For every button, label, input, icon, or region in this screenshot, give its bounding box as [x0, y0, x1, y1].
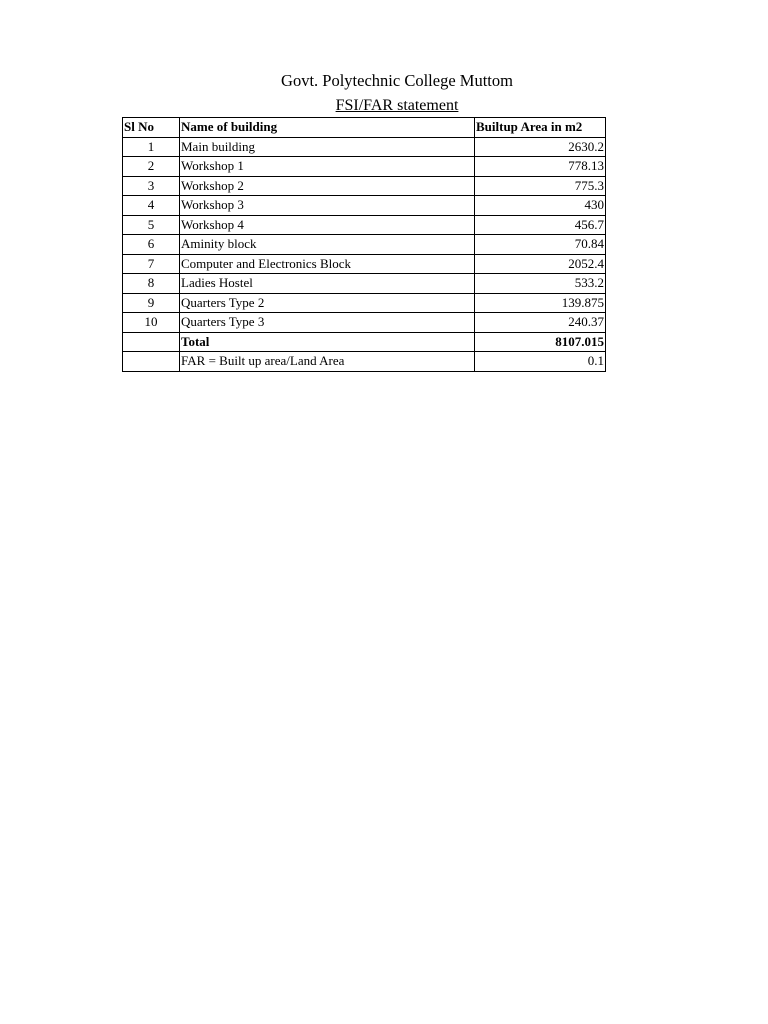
- table-row: [123, 157, 606, 177]
- cell-sl-no[interactable]: 2: [123, 157, 180, 177]
- cell-sl-no[interactable]: 10: [123, 313, 180, 333]
- far-label[interactable]: FAR = Built up area/Land Area: [180, 352, 475, 372]
- document-subtitle: FSI/FAR statement: [335, 97, 459, 114]
- cell-sl-no[interactable]: 4: [123, 196, 180, 216]
- cell-builtup-area[interactable]: 456.7: [475, 215, 606, 235]
- cell-empty[interactable]: [123, 352, 180, 372]
- table-header-row: [123, 118, 606, 138]
- far-statement-table: [122, 117, 606, 372]
- header-builtup-area[interactable]: Builtup Area in m2: [475, 118, 606, 138]
- far-value[interactable]: 0.1: [475, 352, 606, 372]
- cell-building-name[interactable]: Workshop 1: [180, 157, 475, 177]
- cell-builtup-area[interactable]: 430: [475, 196, 606, 216]
- cell-builtup-area[interactable]: 778.13: [475, 157, 606, 177]
- total-label[interactable]: Total: [180, 332, 475, 352]
- cell-building-name[interactable]: Workshop 2: [180, 176, 475, 196]
- table-row: [123, 313, 606, 333]
- cell-building-name[interactable]: Workshop 4: [180, 215, 475, 235]
- total-value[interactable]: 8107.015: [475, 332, 606, 352]
- table-row: [123, 274, 606, 294]
- cell-building-name[interactable]: Ladies Hostel: [180, 274, 475, 294]
- cell-builtup-area[interactable]: 2630.2: [475, 137, 606, 157]
- table-row: [123, 215, 606, 235]
- cell-builtup-area[interactable]: 139.875: [475, 293, 606, 313]
- header-sl-no[interactable]: Sl No: [123, 118, 180, 138]
- table-row: [123, 176, 606, 196]
- cell-builtup-area[interactable]: 775.3: [475, 176, 606, 196]
- cell-sl-no[interactable]: 1: [123, 137, 180, 157]
- cell-building-name[interactable]: Aminity block: [180, 235, 475, 255]
- cell-sl-no[interactable]: 6: [123, 235, 180, 255]
- cell-builtup-area[interactable]: 533.2: [475, 274, 606, 294]
- cell-building-name[interactable]: Workshop 3: [180, 196, 475, 216]
- cell-building-name[interactable]: Computer and Electronics Block: [180, 254, 475, 274]
- far-row: [123, 352, 606, 372]
- table-row: [123, 196, 606, 216]
- cell-builtup-area[interactable]: 2052.4: [475, 254, 606, 274]
- cell-sl-no[interactable]: 7: [123, 254, 180, 274]
- cell-sl-no[interactable]: 5: [123, 215, 180, 235]
- table-row: [123, 137, 606, 157]
- table-row: [123, 235, 606, 255]
- table-row: [123, 254, 606, 274]
- cell-builtup-area[interactable]: 70.84: [475, 235, 606, 255]
- document-title: Govt. Polytechnic College Muttom: [281, 71, 513, 90]
- cell-empty[interactable]: [123, 332, 180, 352]
- cell-building-name[interactable]: Main building: [180, 137, 475, 157]
- table-row: [123, 293, 606, 313]
- cell-sl-no[interactable]: 8: [123, 274, 180, 294]
- cell-building-name[interactable]: Quarters Type 2: [180, 293, 475, 313]
- cell-builtup-area[interactable]: 240.37: [475, 313, 606, 333]
- total-row: [123, 332, 606, 352]
- cell-building-name[interactable]: Quarters Type 3: [180, 313, 475, 333]
- header-building-name[interactable]: Name of building: [180, 118, 475, 138]
- cell-sl-no[interactable]: 3: [123, 176, 180, 196]
- cell-sl-no[interactable]: 9: [123, 293, 180, 313]
